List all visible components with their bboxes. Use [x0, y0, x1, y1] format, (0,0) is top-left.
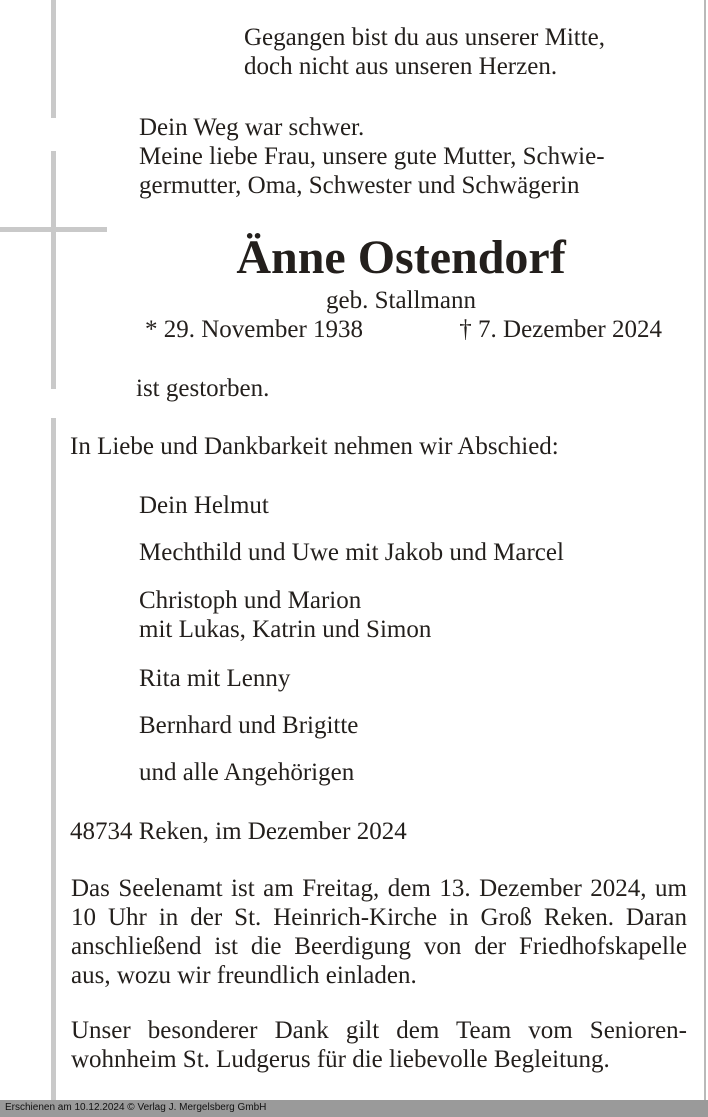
deceased-name: Änne Ostendorf — [236, 231, 566, 284]
intro-text — [139, 113, 605, 200]
birth-name: geb. Stallmann — [326, 287, 476, 314]
thanks-text: Unser besonderer Dank gilt dem Team vom Senioren-wohnheim St. Ludgerus für die liebevolle Begleitung. — [71, 1017, 687, 1073]
family-entry — [139, 586, 431, 644]
cross-vertical-beam-top — [51, 0, 56, 118]
motto — [244, 23, 605, 81]
family-entry: Mechthild und Uwe mit Jakob und Marcel — [139, 539, 564, 566]
intro-line: germutter, Oma, Schwester und Schwägerin — [139, 172, 580, 199]
death-date: † 7. Dezember 2024 — [459, 316, 662, 343]
place-and-date: 48734 Reken, im Dezember 2024 — [70, 818, 407, 845]
family-line: mit Lukas, Katrin und Simon — [139, 616, 432, 643]
motto-line: doch nicht aus unseren Herzen. — [244, 53, 558, 80]
funeral-service-text: Das Seelenamt ist am Freitag, dem 13. Dezember 2024, um 10 Uhr in der St. Heinrich-Kirche in Groß Reken. Daran anschließend ist die Beerdigung von der Friedhofskapelle aus, wozu wir freundlich einladen. — [71, 875, 687, 989]
publication-footer — [0, 1100, 708, 1117]
death-phrase: ist gestorben. — [136, 375, 270, 402]
farewell-line: In Liebe und Dankbarkeit nehmen wir Abschied: — [70, 433, 559, 460]
publication-info: Erschienen am 10.12.2024 © Verlag J. Mergelsberg GmbH — [5, 1102, 267, 1113]
notice-border — [704, 0, 706, 1100]
family-entry: Bernhard und Brigitte — [139, 712, 359, 739]
family-entry: und alle Angehörigen — [139, 759, 355, 786]
motto-line: Gegangen bist du aus unserer Mitte, — [244, 24, 606, 51]
life-dates — [145, 315, 662, 344]
intro-line: Meine liebe Frau, unsere gute Mutter, Schwie- — [139, 143, 605, 170]
birth-date: * 29. November 1938 — [145, 316, 364, 343]
intro-line: Dein Weg war schwer. — [139, 114, 365, 141]
family-entry: Dein Helmut — [139, 492, 269, 519]
family-entry: Rita mit Lenny — [139, 665, 291, 692]
family-line: Christoph und Marion — [139, 587, 362, 614]
cross-vertical-beam-bottom — [51, 418, 56, 1100]
